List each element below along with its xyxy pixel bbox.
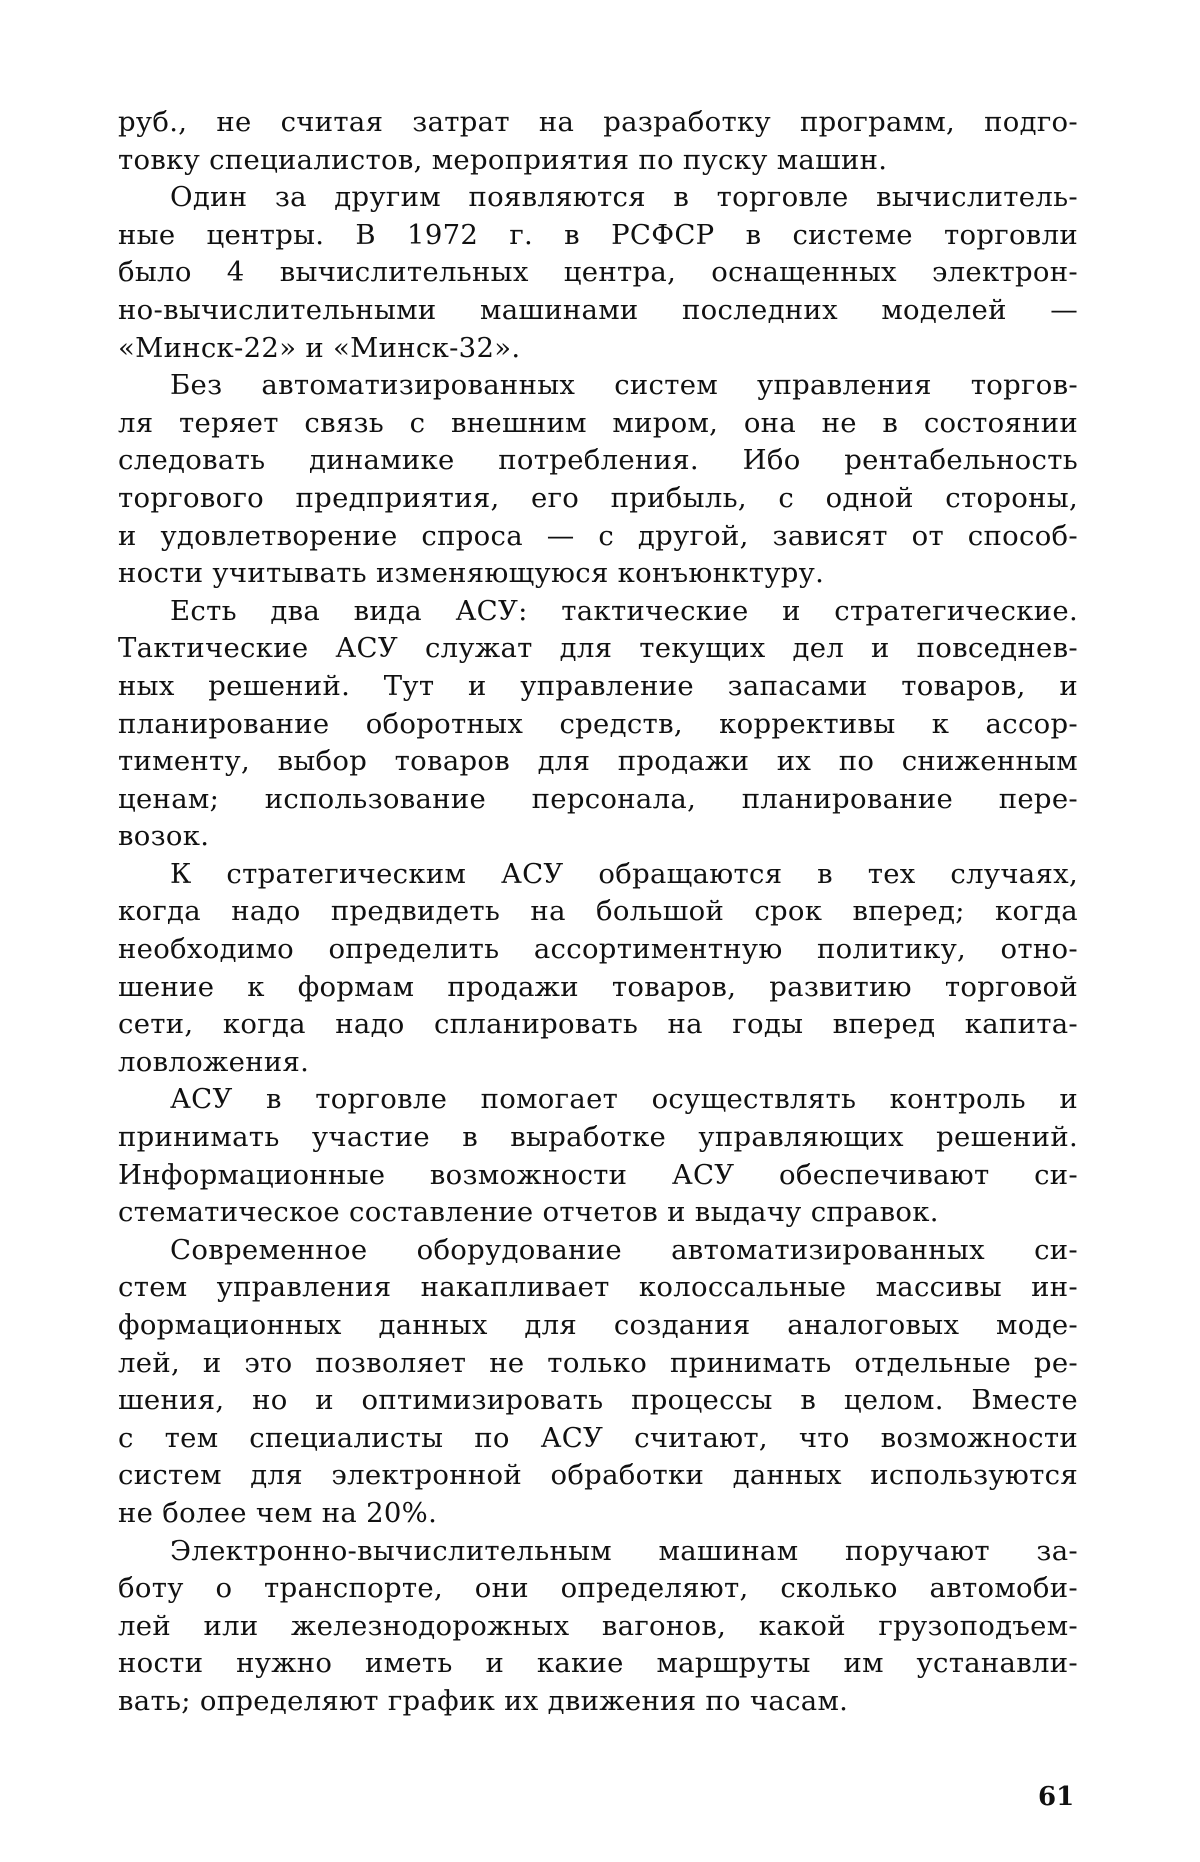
text-line: формационных данных для создания аналоговых моде- bbox=[118, 1309, 1078, 1341]
text-line: ности нужно иметь и какие маршруты им устанавли- bbox=[118, 1647, 1078, 1680]
text-line: Есть два вида АСУ: тактические и стратегические. bbox=[170, 594, 1078, 627]
paragraph bbox=[118, 593, 1078, 856]
text-line: вать; определяют график их движения по часам. bbox=[118, 1684, 849, 1717]
paragraph bbox=[118, 104, 1078, 179]
text-line: Электронно-вычислительным машинам поручают за- bbox=[170, 1534, 1078, 1567]
text-line: с тем специалисты по АСУ считают, что возможности bbox=[118, 1421, 1078, 1454]
text-line: возок. bbox=[118, 820, 210, 853]
text-line: было 4 вычислительных центра, оснащенных электрон- bbox=[118, 256, 1078, 289]
text-line: лей или железнодорожных вагонов, какой грузоподъем- bbox=[118, 1609, 1078, 1642]
paragraph bbox=[118, 367, 1078, 593]
body-text bbox=[118, 104, 1078, 1721]
text-line: Один за другим появляются в торговле вычислитель- bbox=[170, 181, 1078, 214]
text-line: ля теряет связь с внешним миром, она не в состоянии bbox=[118, 406, 1078, 439]
text-line: «Минск-22» и «Минск-32». bbox=[118, 331, 521, 364]
text-line: принимать участие в выработке управляющих решений. bbox=[118, 1121, 1078, 1154]
paragraph bbox=[118, 1533, 1078, 1721]
text-line: шения, но и оптимизировать процессы в целом. Вместе bbox=[118, 1384, 1078, 1417]
paragraph bbox=[118, 179, 1078, 367]
text-line: но-вычислительными машинами последних моделей — bbox=[118, 293, 1078, 326]
paragraph bbox=[118, 1232, 1078, 1533]
text-line: шение к формам продажи товаров, развитию торговой bbox=[118, 970, 1078, 1003]
text-line: ценам; использование персонала, планирование пере- bbox=[118, 782, 1078, 815]
text-line: систем для электронной обработки данных используются bbox=[118, 1459, 1078, 1492]
text-line: когда надо предвидеть на большой срок вперед; когда bbox=[118, 895, 1078, 928]
paragraph bbox=[118, 1081, 1078, 1231]
text-line: и удовлетворение спроса — с другой, зависят от способ- bbox=[118, 519, 1078, 552]
text-line: не более чем на 20%. bbox=[118, 1496, 438, 1529]
text-line: Без автоматизированных систем управления торгов- bbox=[170, 369, 1078, 402]
text-line: Современное оборудование автоматизированных си- bbox=[170, 1233, 1078, 1266]
text-line: ности учитывать изменяющуюся конъюнктуру. bbox=[118, 557, 825, 590]
text-line: следовать динамике потребления. Ибо рентабельность bbox=[118, 444, 1078, 477]
text-line: Тактические АСУ служат для текущих дел и повседнев- bbox=[118, 632, 1078, 665]
text-line: АСУ в торговле помогает осуществлять контроль и bbox=[170, 1083, 1078, 1116]
text-line: ных решений. Тут и управление запасами товаров, и bbox=[118, 669, 1078, 702]
text-line: стематическое составление отчетов и выдачу справок. bbox=[118, 1196, 939, 1229]
text-line: необходимо определить ассортиментную политику, отно- bbox=[118, 933, 1078, 966]
page-number: 61 bbox=[1038, 1782, 1075, 1812]
text-line: тименту, выбор товаров для продажи их по сниженным bbox=[118, 745, 1078, 778]
text-line: сети, когда надо спланировать на годы вперед капита- bbox=[118, 1008, 1078, 1041]
text-line: стем управления накапливает колоссальные массивы ин- bbox=[118, 1271, 1078, 1304]
text-line: лей, и это позволяет не только принимать отдельные ре- bbox=[118, 1346, 1078, 1379]
text-line: К стратегическим АСУ обращаются в тех случаях, bbox=[170, 857, 1078, 890]
text-line: торгового предприятия, его прибыль, с одной стороны, bbox=[118, 481, 1078, 514]
paragraph bbox=[118, 856, 1078, 1082]
text-line: планирование оборотных средств, коррективы к ассор- bbox=[118, 707, 1078, 740]
text-line: руб., не считая затрат на разработку программ, подго- bbox=[118, 106, 1078, 138]
text-line: ловложения. bbox=[118, 1045, 310, 1078]
text-line: ные центры. В 1972 г. в РСФСР в системе торговли bbox=[118, 218, 1078, 251]
text-line: товку специалистов, мероприятия по пуску машин. bbox=[118, 143, 888, 176]
text-line: Информационные возможности АСУ обеспечивают си- bbox=[118, 1158, 1078, 1191]
text-line: боту о транспорте, они определяют, сколько автомоби- bbox=[118, 1572, 1078, 1605]
